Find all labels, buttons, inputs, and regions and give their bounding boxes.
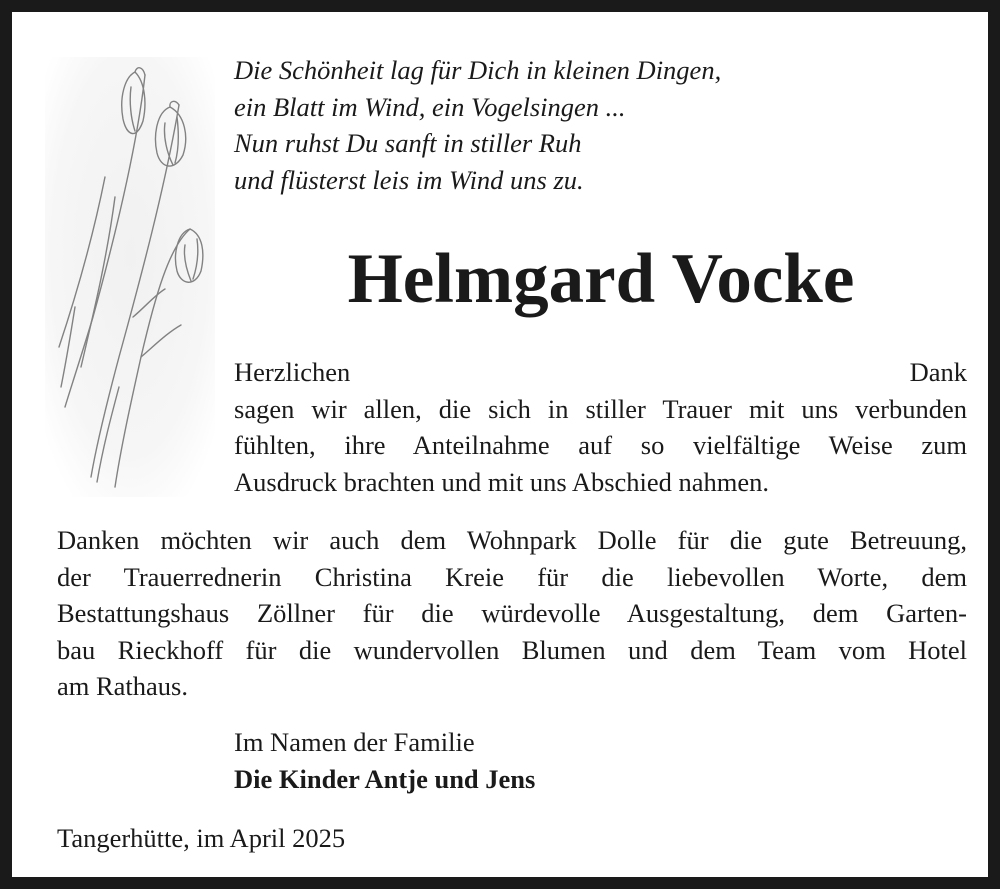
thanks-heading: Herzlichen Dank xyxy=(234,357,967,387)
place-and-date: Tangerhütte, im April 2025 xyxy=(57,823,346,853)
deceased-name: Helmgard Vocke xyxy=(347,240,855,318)
poem-line: Nun ruhst Du sanft in stiller Ruh xyxy=(234,128,582,158)
memorial-poem xyxy=(234,52,874,198)
thanks-line: fühlten, ihre Anteilnahme auf so vielfältige Weise zum xyxy=(234,430,967,461)
acknowledgement-line: der Trauerrednerin Christina Kreie für die liebevollen Worte, dem xyxy=(57,561,967,592)
thanks-section xyxy=(234,354,967,500)
signature-block xyxy=(234,724,834,797)
thanks-line: sagen wir allen, die sich in stiller Trauer mit uns verbunden xyxy=(234,393,967,424)
poem-line: ein Blatt im Wind, ein Vogelsingen ... xyxy=(234,91,626,122)
acknowledgements-paragraph xyxy=(57,522,967,705)
thanks-line: Ausdruck brachten und mit uns Abschied nahmen. xyxy=(234,466,770,497)
poem-line: Die Schönheit lag für Dich in kleinen Dingen, xyxy=(234,55,722,85)
snowdrop-flowers-sketch-icon xyxy=(45,57,215,497)
acknowledgement-line: am Rathaus. xyxy=(57,671,188,702)
acknowledgement-line: Danken möchten wir auch dem Wohnpark Dolle für die gute Betreuung, xyxy=(57,525,967,555)
acknowledgement-line: bau Rieckhoff für die wundervollen Blumen und dem Team vom Hotel xyxy=(57,634,967,665)
signature-names: Die Kinder Antje und Jens xyxy=(234,763,536,794)
poem-line: und flüsterst leis im Wind uns zu. xyxy=(234,164,584,195)
acknowledgement-line: Bestattungshaus Zöllner für die würdevolle Ausgestaltung, dem Garten- xyxy=(57,598,967,629)
signature-intro: Im Namen der Familie xyxy=(234,727,475,757)
